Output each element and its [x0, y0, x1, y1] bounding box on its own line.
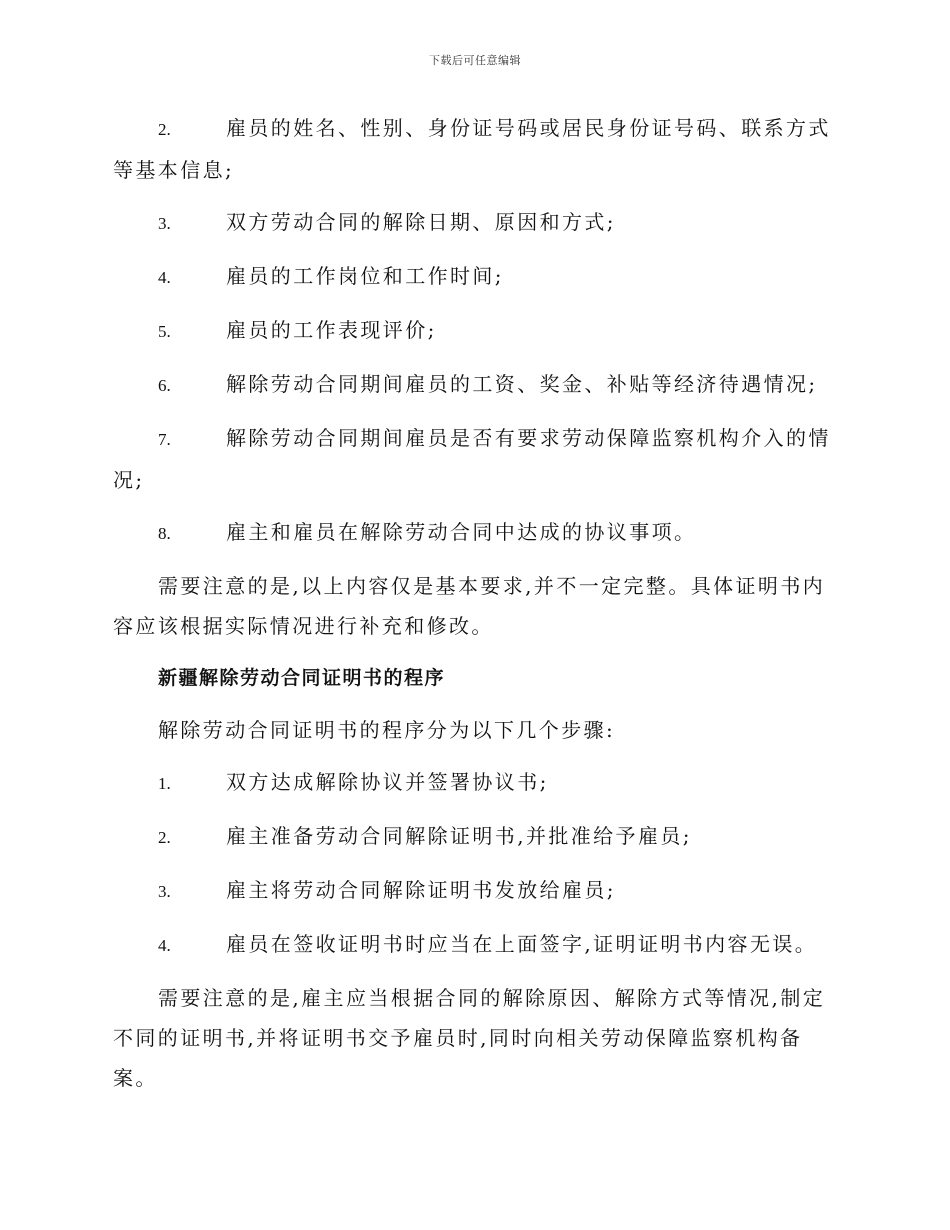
- document-body: [113, 108, 833, 1110]
- list-item: [113, 364, 833, 406]
- list-item: [113, 816, 833, 858]
- list-item-number: 2.: [158, 828, 171, 847]
- list-item: [113, 256, 833, 298]
- list-item: [113, 512, 833, 554]
- list-item-number: 3.: [158, 882, 171, 901]
- list-item-number: 4.: [158, 936, 171, 955]
- list-item-text: 解除劳动合同期间雇员是否有要求劳动保障监察机构介入的情况;: [113, 426, 831, 492]
- list-item: [113, 924, 833, 966]
- list-item-text: 雇主将劳动合同解除证明书发放给雇员;: [226, 878, 616, 902]
- list-item-text: 雇员在签收证明书时应当在上面签字,证明证明书内容无误。: [226, 932, 818, 956]
- section-heading: 新疆解除劳动合同证明书的程序: [158, 667, 446, 689]
- list-item-number: 3.: [158, 214, 171, 233]
- list-item-number: 2.: [158, 120, 171, 139]
- page-header: 下载后可任意编辑: [429, 54, 521, 67]
- list-item-number: 6.: [158, 376, 171, 395]
- list-item-text: 雇员的工作岗位和工作时间;: [226, 264, 504, 288]
- list-item-text: 雇员的姓名、性别、身份证号码或居民身份证号码、联系方式等基本信息;: [113, 116, 831, 182]
- list-item-text: 解除劳动合同期间雇员的工资、奖金、补贴等经济待遇情况;: [226, 372, 818, 396]
- note-paragraph: 需要注意的是,雇主应当根据合同的解除原因、解除方式等情况,制定不同的证明书,并将证明书交予雇员时,同时向相关劳动保障监察机构备案。: [113, 986, 826, 1090]
- list-item-number: 8.: [158, 524, 171, 543]
- list-item-number: 1.: [158, 774, 171, 793]
- list-item-number: 4.: [158, 268, 171, 287]
- list-item: [113, 202, 833, 244]
- list-item-number: 7.: [158, 430, 171, 449]
- list-item-text: 雇主和雇员在解除劳动合同中达成的协议事项。: [226, 520, 697, 544]
- list-item: [113, 310, 833, 352]
- intro-paragraph: 解除劳动合同证明书的程序分为以下几个步骤:: [158, 718, 616, 742]
- list-item-text: 雇主准备劳动合同解除证明书,并批准给予雇员;: [226, 824, 692, 848]
- note-paragraph: 需要注意的是,以上内容仅是基本要求,并不一定完整。具体证明书内容应该根据实际情况进行补充和修改。: [113, 574, 826, 638]
- list-item: [113, 418, 833, 500]
- list-item: [113, 870, 833, 912]
- list-item: [113, 762, 833, 804]
- list-item-text: 双方劳动合同的解除日期、原因和方式;: [226, 210, 616, 234]
- list-item-text: 双方达成解除协议并签署协议书;: [226, 770, 549, 794]
- list-item-number: 5.: [158, 322, 171, 341]
- list-item-text: 雇员的工作表现评价;: [226, 318, 437, 342]
- list-item: [113, 108, 833, 190]
